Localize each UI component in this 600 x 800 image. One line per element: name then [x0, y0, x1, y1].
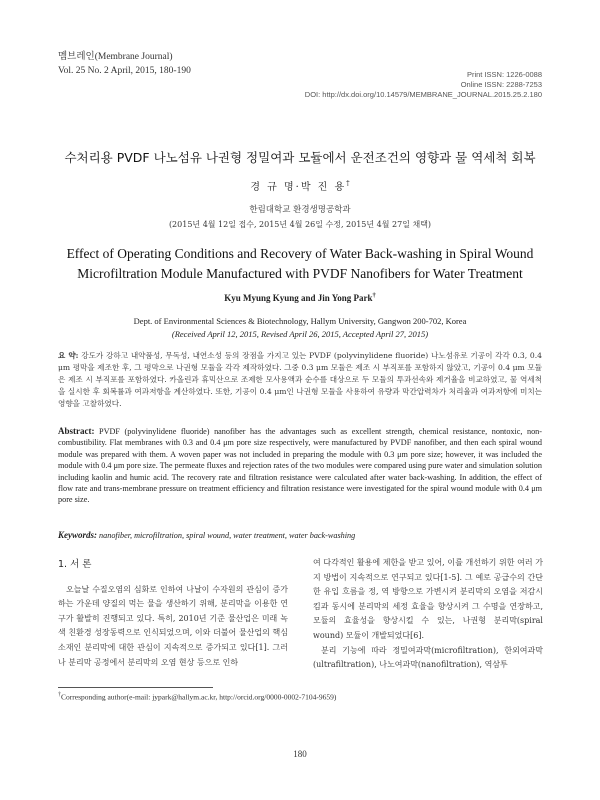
english-title [50, 244, 550, 284]
section-heading: 1. 서 론 [58, 559, 92, 570]
footnote [58, 692, 336, 702]
doi-link[interactable]: DOI: http://dx.doi.org/10.14579/MEMBRANE_JOURNAL.2015.25.2.180 [304, 90, 542, 99]
intro-paragraph-right-1: 여 다각적인 활용에 제한을 받고 있어, 이를 개선하기 위한 여러 가지 방법이 지속적으로 연구되고 있다[1-5]. 그 예로 공급수의 간단한 유입 흐름을 정, 역 방향으로 가변시켜 분리막의 오염을 저감시킴과 동시에 분리막의 세정 효율을 향상시켜 그 수명을 연장하고, 모듈의 효율성을 향상시킬 수 있는, 나권형 분리막(spiral wound) 모듈이 개발되었다[6]. [313, 558, 543, 640]
korean-title: 수처리용 PVDF 나노섬유 나권형 정밀여과 모듈에서 운전조건의 영향과 물 역세척 회복 [64, 150, 536, 165]
english-title-line1: Effect of Operating Conditions and Recovery of Water Back-washing in Spiral Wound [66, 246, 534, 261]
issn-block [305, 70, 542, 100]
korean-affiliation: 한림대학교 환경생명공학과 [249, 205, 351, 215]
korean-authors [40, 178, 560, 193]
english-author-names: Kyu Myung Kyung and Jin Yong Park [224, 293, 373, 303]
english-abstract [58, 426, 542, 506]
english-title-line2: Microfiltration Module Manufactured with PVDF Nanofibers for Water Treatment [77, 266, 523, 281]
body-column-left [58, 558, 288, 670]
footnote-divider [58, 687, 213, 688]
korean-author-names: 경 규 명·박 진 용 [250, 182, 347, 193]
english-abstract-label: Abstract: [58, 426, 95, 436]
english-dates: (Received April 12, 2015, Revised April 26, 2015, Accepted April 27, 2015) [171, 329, 429, 339]
page-number: 180 [293, 749, 307, 759]
keywords-label: Keywords: [58, 530, 97, 540]
english-abstract-text: PVDF (polyvinylidene fluoride) nanofiber has the advantages such as excellent strength, chemical resistance, nontoxic, non-combustibility. Flat membranes with 0.3 and 0.4 μm pore size respectively, were manufactured by PVDF nanofiber, and then each spiral wound module was prepared with them. A woven paper was not included in preparing the module with 0.3 μm pore size; however, it was included the module with 0.4 μm pore size. The permeate fluxes and rejection rates of the two modules were compared using pure water and simulation solution including kaolin and humic acid. The recovery rate and filtration resistance were calculated after water back-washing. In addition, the effect of flow rate and trans-membrane pressure on treatment efficiency and filtration resistance were investigated for the spiral wound module with 0.4 μm pore size. [58, 427, 543, 505]
korean-dates: (2015년 4월 12일 접수, 2015년 4월 26일 수정, 2015년 4월 27일 채택) [168, 220, 432, 229]
intro-paragraph-left: 오늘날 수질오염의 심화로 인하여 나날이 수자원의 관심이 증가하는 가운데 양질의 먹는 물을 생산하기 위해, 분리막을 이용한 연구가 활발히 진행되고 있다. 특히, 2010년 기준 물산업은 미래 녹색 친환경 성장동력으로 인식되었으며, 이와 더불어 물산업의 핵심소재인 분리막에 대한 관심이 지속적으로 증가되고 있다[1]. 그러나 분리막 공정에서 분리막의 오염 현상 등으로 인하 [58, 584, 288, 667]
english-authors [40, 292, 560, 303]
korean-abstract [58, 350, 542, 410]
keywords [58, 530, 542, 540]
online-issn: Online ISSN: 2288-7253 [460, 80, 542, 89]
english-author-mark: † [372, 292, 376, 299]
footnote-mark: † [58, 692, 61, 698]
body-column-right [313, 556, 543, 673]
keywords-text: nanofiber, microfiltration, spiral wound, water treatment, water back-washing [99, 531, 356, 540]
footnote-text: Corresponding author(e-mail: jypark@hallym.ac.kr, http://orcid.org/0000-0002-7104-9659) [61, 692, 337, 702]
korean-abstract-text: 강도가 강하고 내약품성, 무독성, 내연소성 등의 장점을 가지고 있는 PVDF (polyvinylidene fluoride) 나노섬유로 기공이 각각 0.3, 0.4 μm 평막을 제조한 후, 그 평막으로 나권형 모듈을 각각 제작하였다. 그중 0.3 μm 모듈은 제조 시 부직포를 포함하지 않았고, 기공이 0.4 μm 모듈은 제조 시 부직포를 포함하였다. 카올린과 휴믹산으로 조제한 모사용액과 순수를 대상으로 두 모듈의 투과선속와 제거율을 비교하였고, 물 역세척을 실시한 후 회복률과 여과저항을 계산하였다. 또한, 기공이 0.4 μm인 나권형 모듈을 사용하여 유량과 막간압력차가 처리율과 여과저항에 미치는 영향을 고찰하였다. [58, 351, 542, 408]
korean-author-mark: † [346, 179, 350, 188]
journal-header [58, 50, 191, 78]
journal-name: 멤브레인(Membrane Journal) [58, 52, 173, 62]
journal-citation: Vol. 25 No. 2 April, 2015, 180-190 [58, 66, 191, 76]
print-issn: Print ISSN: 1226-0088 [466, 70, 542, 79]
intro-paragraph-right-2: 분리 기능에 따라 정밀여과막(microfiltration), 한외여과막(ultrafiltration), 나노여과막(nanofiltration), 역삼투 [313, 645, 543, 670]
english-affiliation: Dept. of Environmental Sciences & Biotechnology, Hallym University, Gangwon 200-702, Korea [133, 316, 467, 326]
korean-abstract-label: 요 약: [58, 351, 79, 360]
